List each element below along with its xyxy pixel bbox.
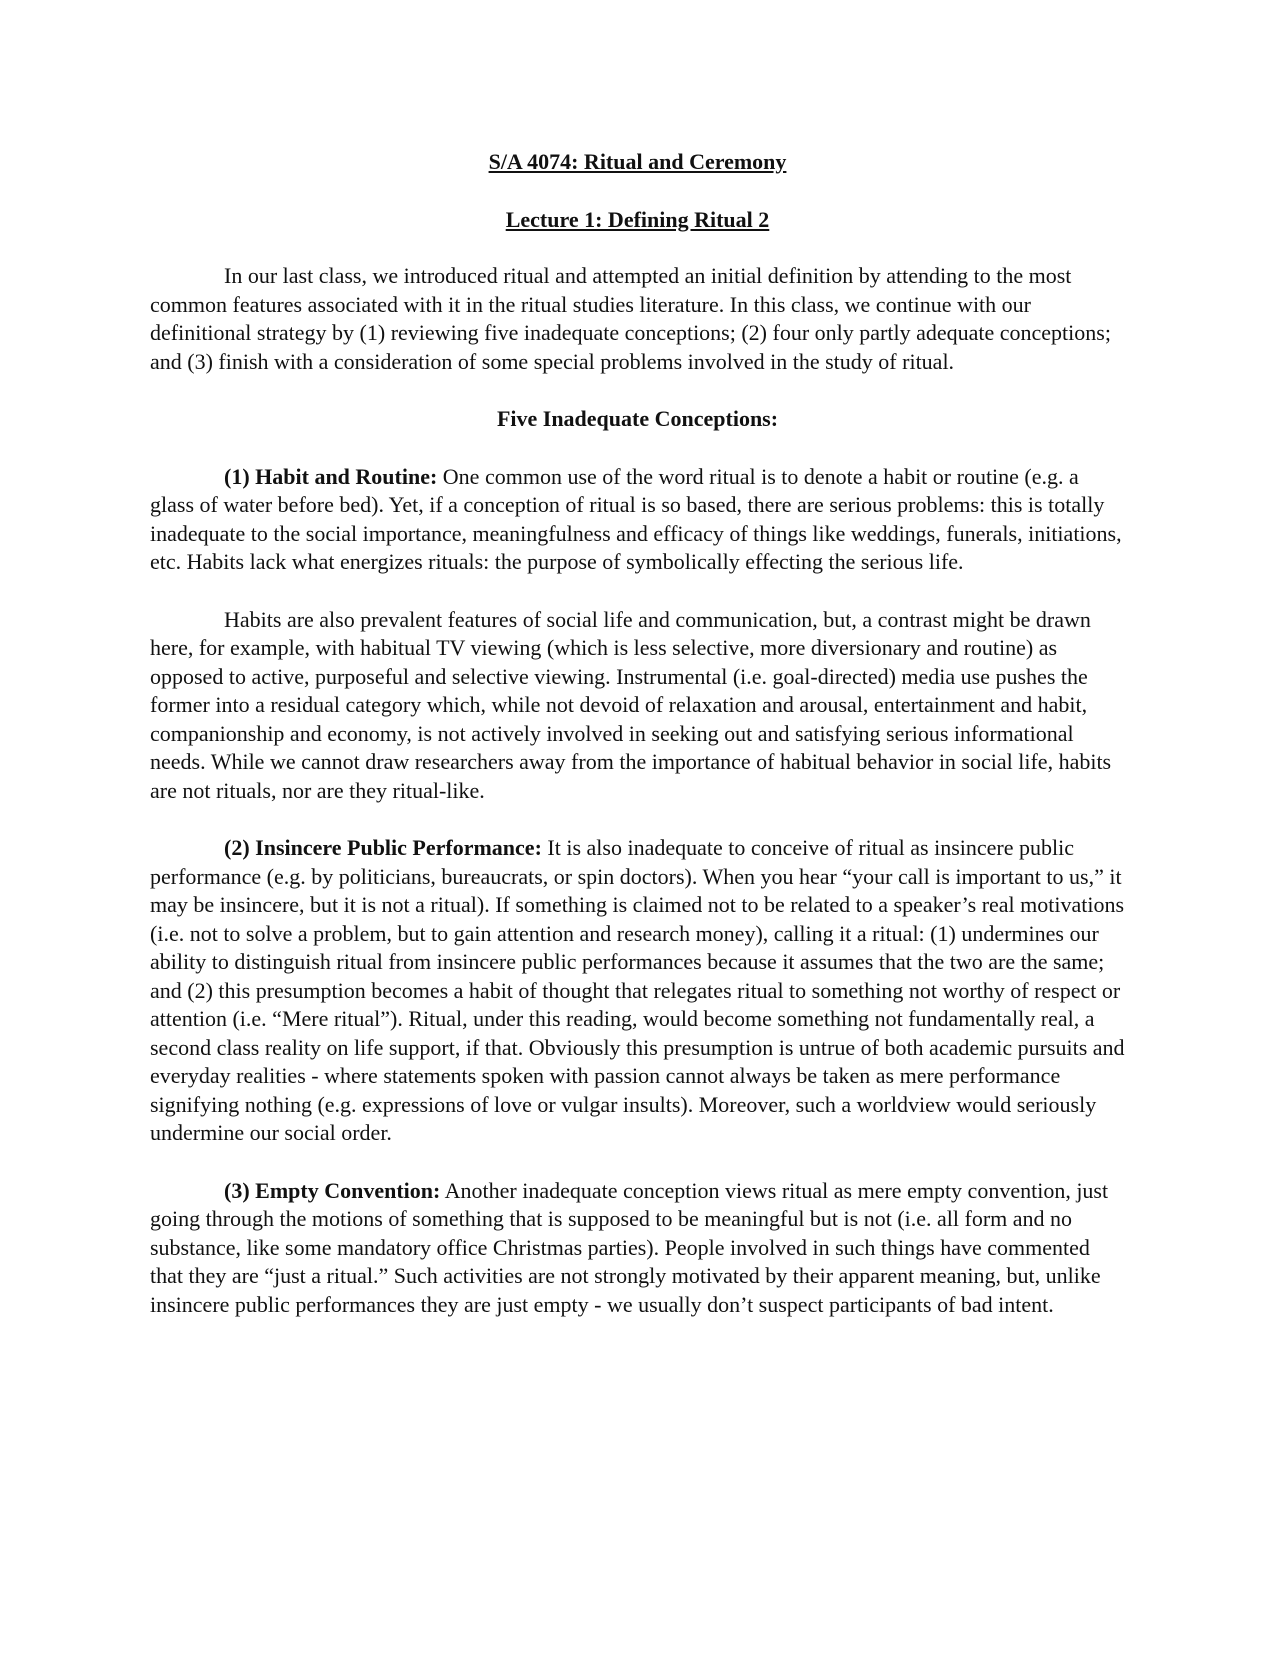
paragraph-lead: (1) Habit and Routine: [224,463,438,489]
paragraph-habit-routine [150,463,1125,577]
course-title: S/A 4074: Ritual and Ceremony [488,149,787,174]
document-body [150,148,1125,1319]
intro-paragraph: In our last class, we introduced ritual and attempted an initial definition by attending to the most common features associated with it in the ritual studies literature. In this class, we continue with our definitional strategy by (1) reviewing five inadequate conceptions; (2) four only partly adequate conceptions; and (3) finish with a consideration of some special problems involved in the study of ritual. [150,263,1111,374]
paragraph-text: One common use of the word ritual is to denote a habit or routine (e.g. a glass of water before bed). Yet, if a conception of ritual is so based, there are serious problems: this is totally inadequate to the social importance, meaningfulness and efficacy of things like weddings, funerals, initiations, etc. Habits lack what energizes rituals: the purpose of symbolically effecting the serious life. [150,463,1122,574]
paragraph-lead: (2) Insincere Public Performance: [224,835,542,860]
paragraph-insincere-performance [150,834,1125,1148]
paragraph-text: Another inadequate conception views ritual as mere empty convention, just going through the motions of something that is supposed to be meaningful but is not (i.e. all form and no substance, like some mandatory office Christmas parties). People involved in such things have commented that they are “just a ritual.” Such activities are not strongly motivated by their apparent meaning, but, unlike insincere public performances they are just empty - we usually don’t suspect participants of bad intent. [150,1177,1109,1317]
paragraph-empty-convention [150,1177,1125,1320]
paragraph-text: It is also inadequate to conceive of ritual as insincere public performance (e.g. by politicians, bureaucrats, or spin doctors). When you hear “your call is important to us,” it may be insincere, but it is not a ritual). If something is claimed not to be related to a speaker’s real motivations (i.e. not to solve a problem, but to gain attention and research money), calling it a ritual: (1) undermines our ability to distinguish ritual from insincere public performances because it assumes that the two are the same; and (2) this presumption becomes a habit of thought that relegates ritual to something not worthy of respect or attention (i.e. “Mere ritual”). Ritual, under this reading, would become something not fundamentally real, a second class reality on life support, if that. Obviously this presumption is untrue of both academic pursuits and everyday realities - where statements spoken with passion cannot always be taken as mere performance signifying nothing (e.g. expressions of love or vulgar insults). Moreover, such a worldview would seriously undermine our social order. [150,835,1125,1145]
section-heading: Five Inadequate Conceptions: [496,406,779,431]
lecture-title: Lecture 1: Defining Ritual 2 [505,206,770,232]
paragraph-habits-media [150,606,1125,806]
paragraph-lead: (3) Empty Convention: [224,1177,441,1203]
paragraph-text: Habits are also prevalent features of social life and communication, but, a contrast might be drawn here, for example, with habitual TV viewing (which is less selective, more diversionary and routine) as opposed to active, purposeful and selective viewing. Instrumental (i.e. goal-directed) media use pushes the former into a residual category which, while not devoid of relaxation and arousal, entertainment and habit, companionship and economy, is not actively involved in seeking out and satisfying serious informational needs. While we cannot draw researchers away from the importance of habitual behavior in social life, habits are not rituals, nor are they ritual-like. [150,606,1112,803]
